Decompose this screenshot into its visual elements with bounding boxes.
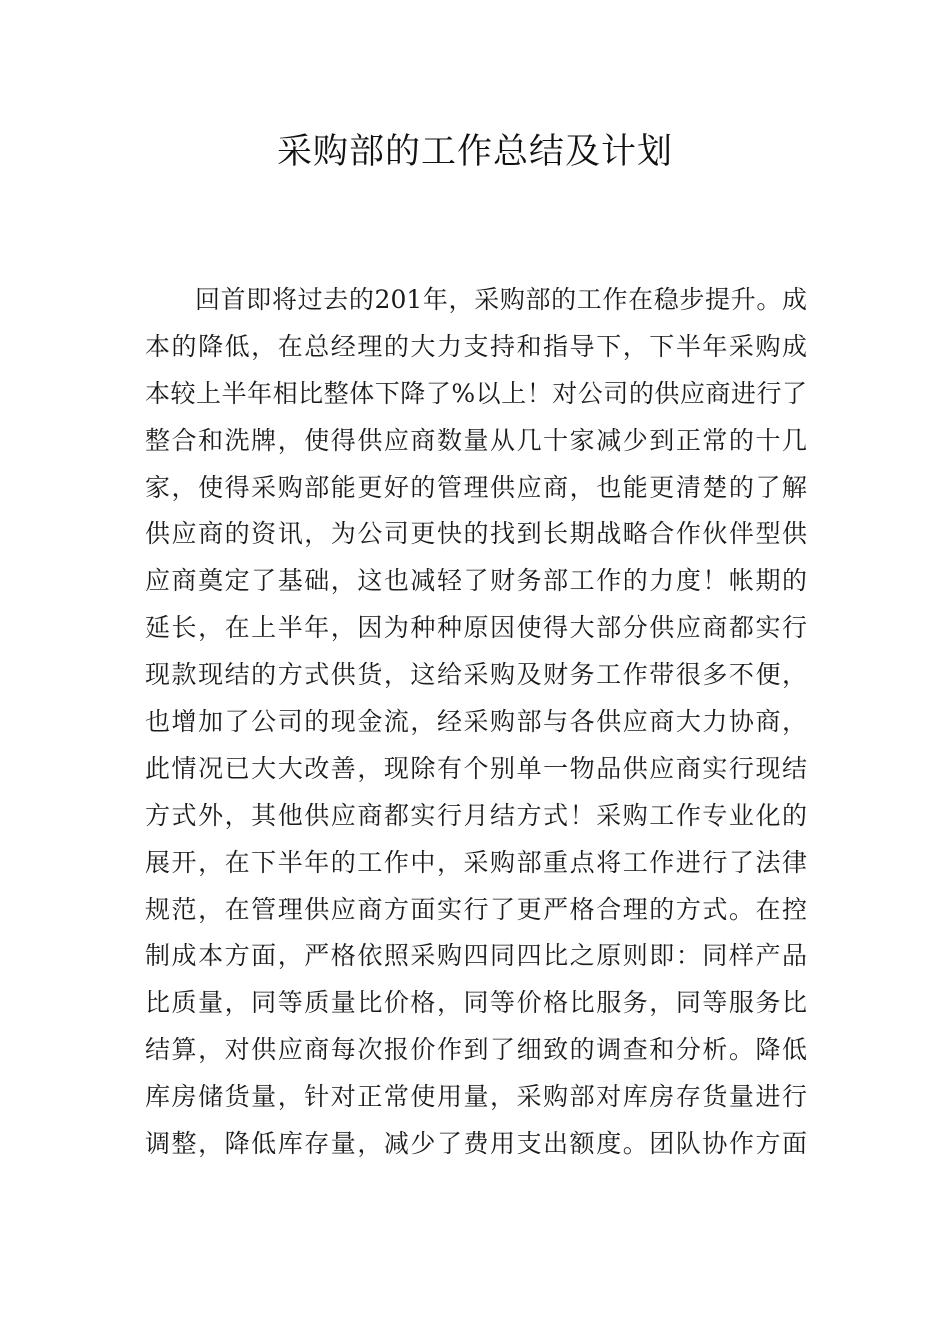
body-line: 回首即将过去的201年，采购部的工作在稳步提升。成 (195, 285, 807, 314)
body-line: 方式外，其他供应商都实行月结方式！采购工作专业化的 (145, 800, 807, 830)
body-line: 本的降低，在总经理的大力支持和指导下，下半年采购成 (145, 331, 807, 361)
document-title: 采购部的工作总结及计划 (276, 132, 673, 172)
body-line: 延长，在上半年，因为种种原因使得大部分供应商都实行 (145, 613, 807, 643)
body-line: 整合和洗牌，使得供应商数量从几十家减少到正常的十几 (145, 425, 807, 455)
body-line: 规范，在管理供应商方面实行了更严格合理的方式。在控 (145, 894, 807, 924)
body-line: 现款现结的方式供货，这给采购及财务工作带很多不便， (145, 660, 807, 690)
document-body (145, 277, 807, 1168)
body-line: 制成本方面，严格依照采购四同四比之原则即：同样产品 (145, 941, 807, 971)
body-line: 本较上半年相比整体下降了%以上！对公司的供应商进行了 (145, 378, 807, 408)
body-line: 应商奠定了基础，这也减轻了财务部工作的力度！帐期的 (145, 566, 807, 596)
body-line: 此情况已大大改善，现除有个别单一物品供应商实行现结 (145, 753, 807, 783)
body-line: 也增加了公司的现金流，经采购部与各供应商大力协商， (145, 707, 807, 737)
body-line: 家，使得采购部能更好的管理供应商，也能更清楚的了解 (145, 472, 807, 502)
body-line: 比质量，同等质量比价格，同等价格比服务，同等服务比 (145, 988, 807, 1018)
body-line: 供应商的资讯，为公司更快的找到长期战略合作伙伴型供 (145, 519, 807, 549)
body-line: 调整，降低库存量，减少了费用支出额度。团队协作方面 (145, 1129, 807, 1159)
body-line: 库房储货量，针对正常使用量，采购部对库房存货量进行 (145, 1082, 807, 1112)
body-line: 展开，在下半年的工作中，采购部重点将工作进行了法律 (145, 847, 807, 877)
body-line: 结算，对供应商每次报价作到了细致的调查和分析。降低 (145, 1035, 807, 1065)
